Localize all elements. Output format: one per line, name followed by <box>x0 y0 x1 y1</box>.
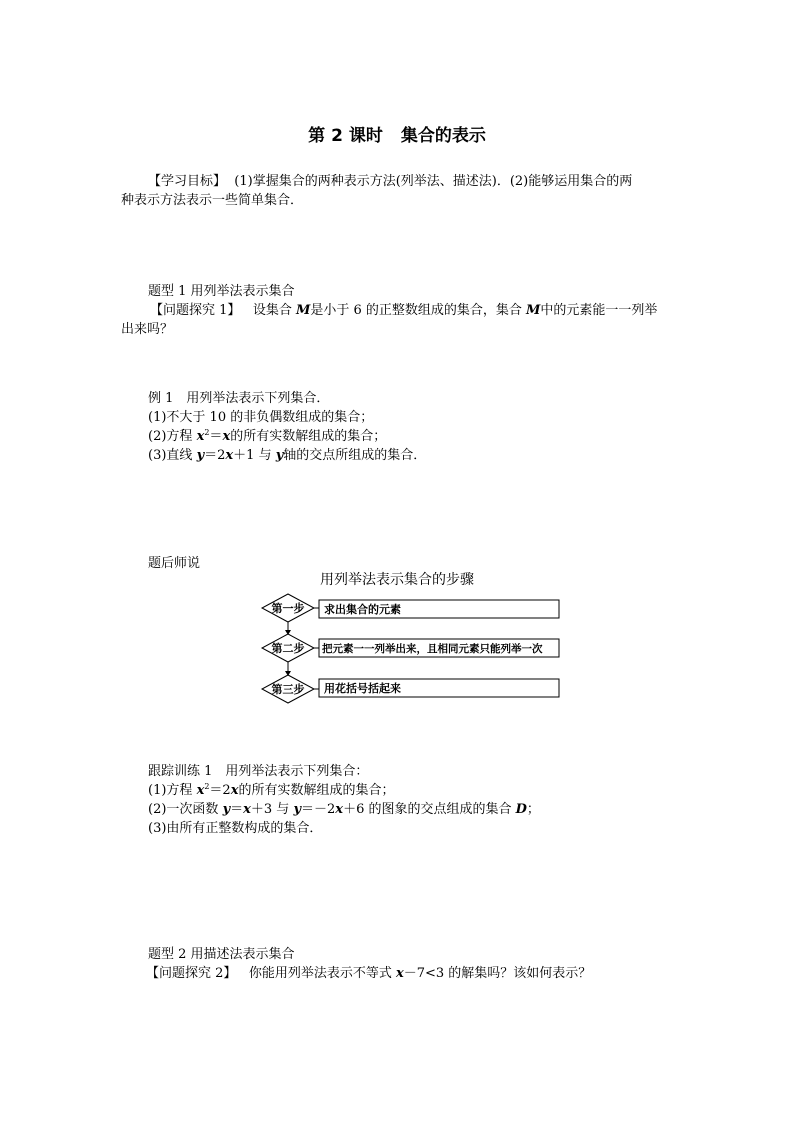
type1-heading: 题型 1 用列举法表示集合 <box>148 284 295 299</box>
inquiry2-label: 【问题探究 2】 <box>146 966 237 981</box>
inquiry2-line: 【问题探究 2】 你能用列举法表示不等式 x－7<3 的解集吗？该如何表示？ <box>146 966 592 981</box>
step-1 <box>262 594 559 622</box>
lesson-number: 第 2 课时 <box>308 126 383 146</box>
step-3 <box>262 675 559 703</box>
objectives-line-1: 【学习目标】 (1)掌握集合的两种表示方法(列举法、描述法)．(2)能够运用集合的两 <box>148 174 633 189</box>
step-2-label: 第二步 <box>271 642 305 655</box>
inquiry1-line-1: 【问题探究 1】 设集合 M是小于 6 的正整数组成的集合，集合 M中的元素能一一列举 <box>150 303 658 318</box>
practice1-heading: 跟踪训练 1 用列举法表示下列集合： <box>148 764 369 779</box>
step-1-text: 求出集合的元素 <box>324 603 401 616</box>
example1-item-2: (2)方程 $x^2=x$的所有实数解组成的集合； <box>148 428 387 444</box>
practice1-item-3: (3)由所有正整数构成的集合． <box>148 821 323 836</box>
step-3-text: 用花括号括起来 <box>324 682 401 695</box>
teacher-note-label: 题后师说 <box>148 556 201 571</box>
practice1-item-2: (2)一次函数 y＝x＋3 与 y＝－2x＋6 的图象的交点组成的集合 D； <box>148 802 540 817</box>
objectives-label: 【学习目标】 <box>148 174 227 189</box>
step-1-label: 第一步 <box>271 602 305 615</box>
step-3-label: 第三步 <box>271 683 305 696</box>
example1-heading: 例 1 用列举法表示下列集合． <box>148 391 330 406</box>
objectives-line-2: 种表示方法表示一些简单集合． <box>121 193 304 208</box>
inquiry1-label: 【问题探究 1】 <box>150 303 241 318</box>
type2-heading: 题型 2 用描述法表示集合 <box>148 947 295 962</box>
example1-item-3: (3)直线 y＝2x＋1 与 y轴的交点所组成的集合． <box>148 448 427 463</box>
inquiry1-line-2: 出来吗？ <box>121 322 174 337</box>
step-2-text: 把元素一一列举出来，且相同元素只能列举一次 <box>322 643 543 655</box>
diagram-title: 用列举法表示集合的步骤 <box>320 572 474 588</box>
practice1-item-1: (1)方程 $x^2=2x$的所有实数解组成的集合； <box>148 782 395 798</box>
step-2 <box>262 634 559 662</box>
lesson-topic: 集合的表示 <box>400 126 486 146</box>
example1-item-1: (1)不大于 10 的非负偶数组成的集合； <box>148 410 374 425</box>
